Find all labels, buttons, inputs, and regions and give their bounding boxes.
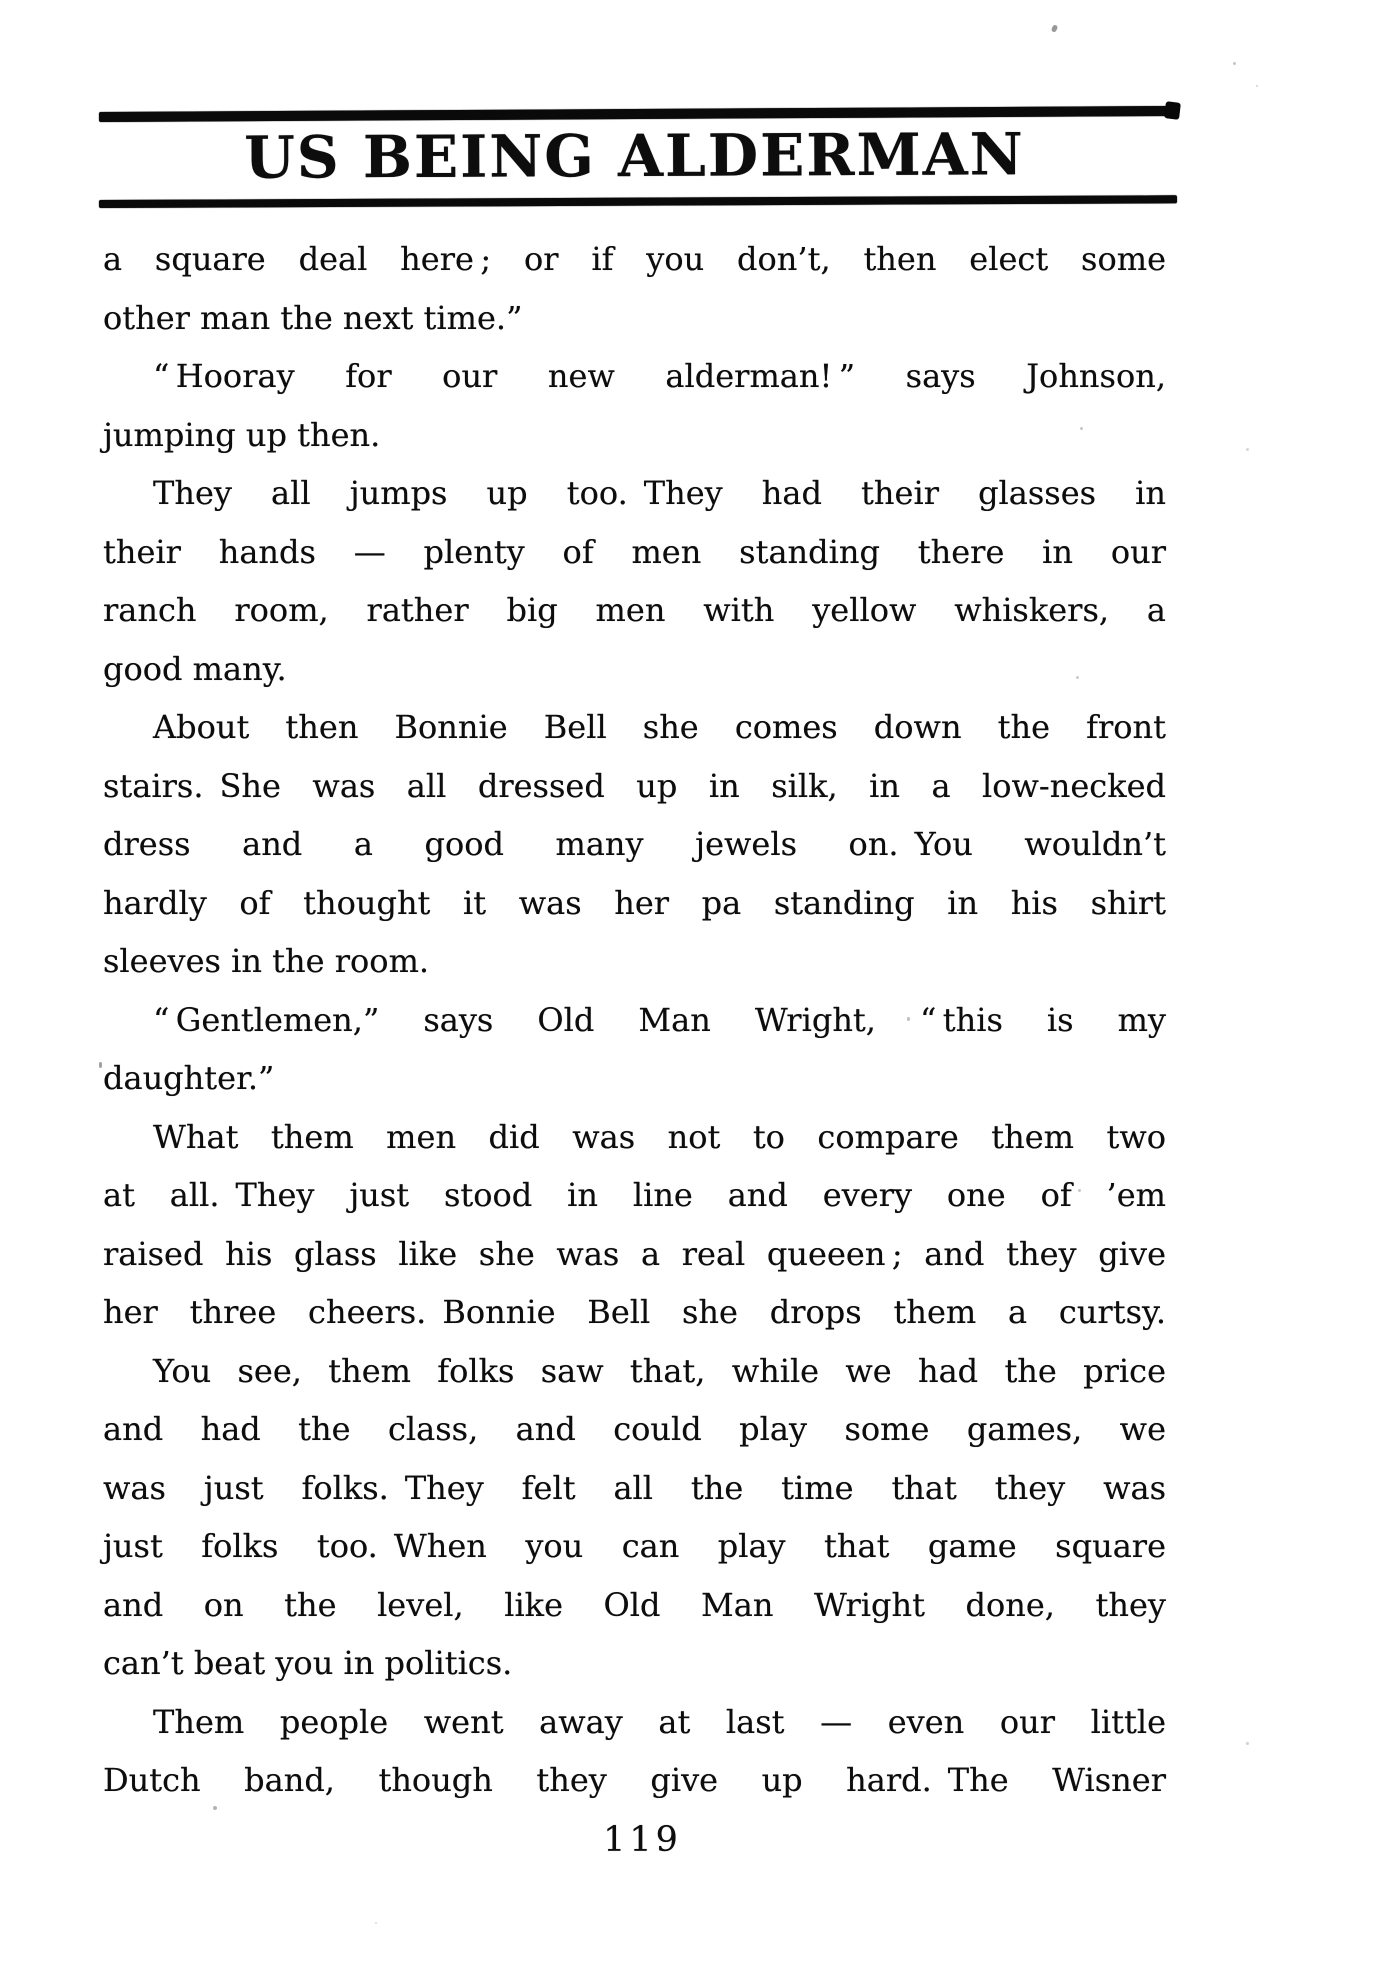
scan-speckle [1076, 676, 1079, 679]
page-number: 119 [603, 1820, 682, 1860]
scan-speckle [907, 1017, 910, 1021]
body-line: other man the next time.” [103, 298, 523, 337]
body-line: hardly of thought it was her pa standing in his shirt [103, 883, 1166, 922]
body-line: ranch room, rather big men with yellow whiskers, a [103, 591, 1166, 629]
scan-speckle [1256, 85, 1258, 87]
body-line: and on the level, like Old Man Wright done, they [103, 1585, 1166, 1624]
body-line: Them people went away at last — even our little [153, 1702, 1166, 1741]
scan-speckle [1051, 24, 1058, 32]
scan-speckle [1233, 62, 1236, 65]
body-line: “ Gentlemen,” says Old Man Wright, “ this is my [153, 1000, 1166, 1039]
body-line: They all jumps up too. They had their glasses in [153, 474, 1166, 512]
body-line: About then Bonnie Bell she comes down the front [153, 708, 1166, 746]
body-line: a square deal here ; or if you don’t, then elect some [103, 240, 1166, 278]
scan-speckle [1078, 1189, 1081, 1192]
body-line: just folks too. When you can play that game square [103, 1527, 1166, 1565]
body-line: was just folks. They felt all the time that they was [103, 1468, 1166, 1507]
body-line: daughter.” [103, 1059, 275, 1097]
scan-speckle [1080, 427, 1083, 430]
running-header: US BEING ALDERMAN [244, 120, 1025, 192]
body-line: her three cheers. Bonnie Bell she drops them a curtsy. [103, 1293, 1166, 1331]
body-line: and had the class, and could play some games, we [103, 1410, 1166, 1448]
body-line: jumping up then. [103, 415, 381, 454]
body-text [103, 230, 1166, 1810]
body-line: their hands — plenty of men standing there in our [103, 532, 1166, 571]
body-line: What them men did was not to compare them two [153, 1117, 1166, 1156]
body-line: stairs. She was all dressed up in silk, in a low-necked [103, 766, 1166, 805]
body-line: “ Hooray for our new alderman! ” says Johnson, [153, 357, 1166, 395]
body-line: good many. [103, 649, 287, 688]
body-line: Dutch band, though they give up hard. The Wisner [103, 1761, 1166, 1799]
scan-speckle [375, 1922, 377, 1924]
scan-speckle [99, 1062, 102, 1068]
body-line: raised his glass like she was a real queeen ; and they give [103, 1234, 1166, 1273]
body-line: dress and a good many jewels on. You wouldn’t [103, 825, 1166, 863]
body-line: sleeves in the room. [103, 942, 430, 980]
scan-speckle [1246, 448, 1249, 451]
header-rule-bottom [99, 195, 1177, 208]
body-line: You see, them folks saw that, while we had the price [153, 1351, 1166, 1390]
scan-speckle [1246, 1742, 1249, 1745]
body-line: at all. They just stood in line and every one of ’em [103, 1176, 1166, 1214]
body-line: can’t beat you in politics. [103, 1644, 513, 1682]
scan-speckle [213, 1806, 217, 1810]
